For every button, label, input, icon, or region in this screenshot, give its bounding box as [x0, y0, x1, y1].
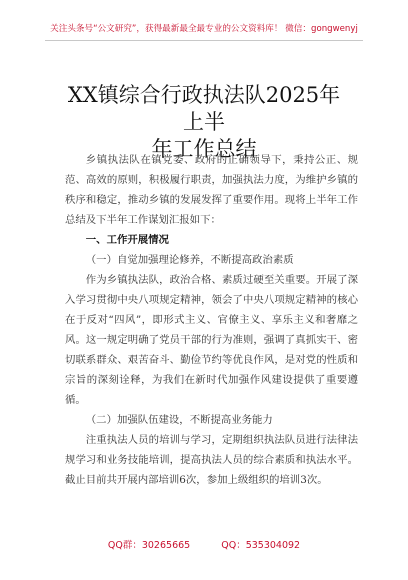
footer-qq-group: QQ群：30265665	[107, 540, 191, 551]
header-banner: 关注头条号“公文研究”，获得最新最全最专业的公文资料库！ 微信：gongwenyj	[50, 24, 358, 34]
intro-paragraph: 乡镇执法队在镇党委、政府的正确领导下，秉持公正、规范、高效的原则，积极履行职责，加强执法力度，为维护乡镇的秩序和稳定，推动乡镇的发展发挥了重要作用。现将上半年工作总结及下半年工作谋划汇报如下：	[65, 154, 358, 226]
subsection-2-paragraph: 注重执法人员的培训与学习，定期组织执法队员进行法律法规学习和业务技能培训，提高执法人员的综合素质和执法水平。截止目前共开展内部培训6次，参加上级组织的培训3次。	[65, 434, 358, 486]
document-body	[65, 150, 358, 490]
section-heading: 一、工作开展情况	[85, 234, 169, 246]
subsection-heading-1: （一）自觉加强理论修养，不断提高政治素质	[85, 254, 294, 266]
title-line-1: XX镇综合行政执法队2025年上半	[67, 83, 341, 134]
subsection-heading-2: （二）加强队伍建设，不断提高业务能力	[85, 414, 273, 426]
subsection-1-paragraph: 作为乡镇执法队，政治合格、素质过硬至关重要。开展了深入学习贯彻中央八项规定精神，领会了中央八项规定精神的核心在于反对“四风”，即形式主义、官僚主义、享乐主义和奢靡之风。这一规定明确了党员干部的行为准则，强调了真抓实干、密切联系群众、艰苦奋斗、勤俭节约等优良作风，是对党的性质和宗旨的深刻诠释，为我们在新时代加强作风建设提供了重要遵循。	[65, 274, 358, 406]
footer-qq: QQ：535304092	[221, 540, 301, 551]
title-line-2: 年工作总结	[151, 137, 257, 161]
footer-contacts	[0, 537, 408, 551]
header-divider	[45, 40, 363, 41]
